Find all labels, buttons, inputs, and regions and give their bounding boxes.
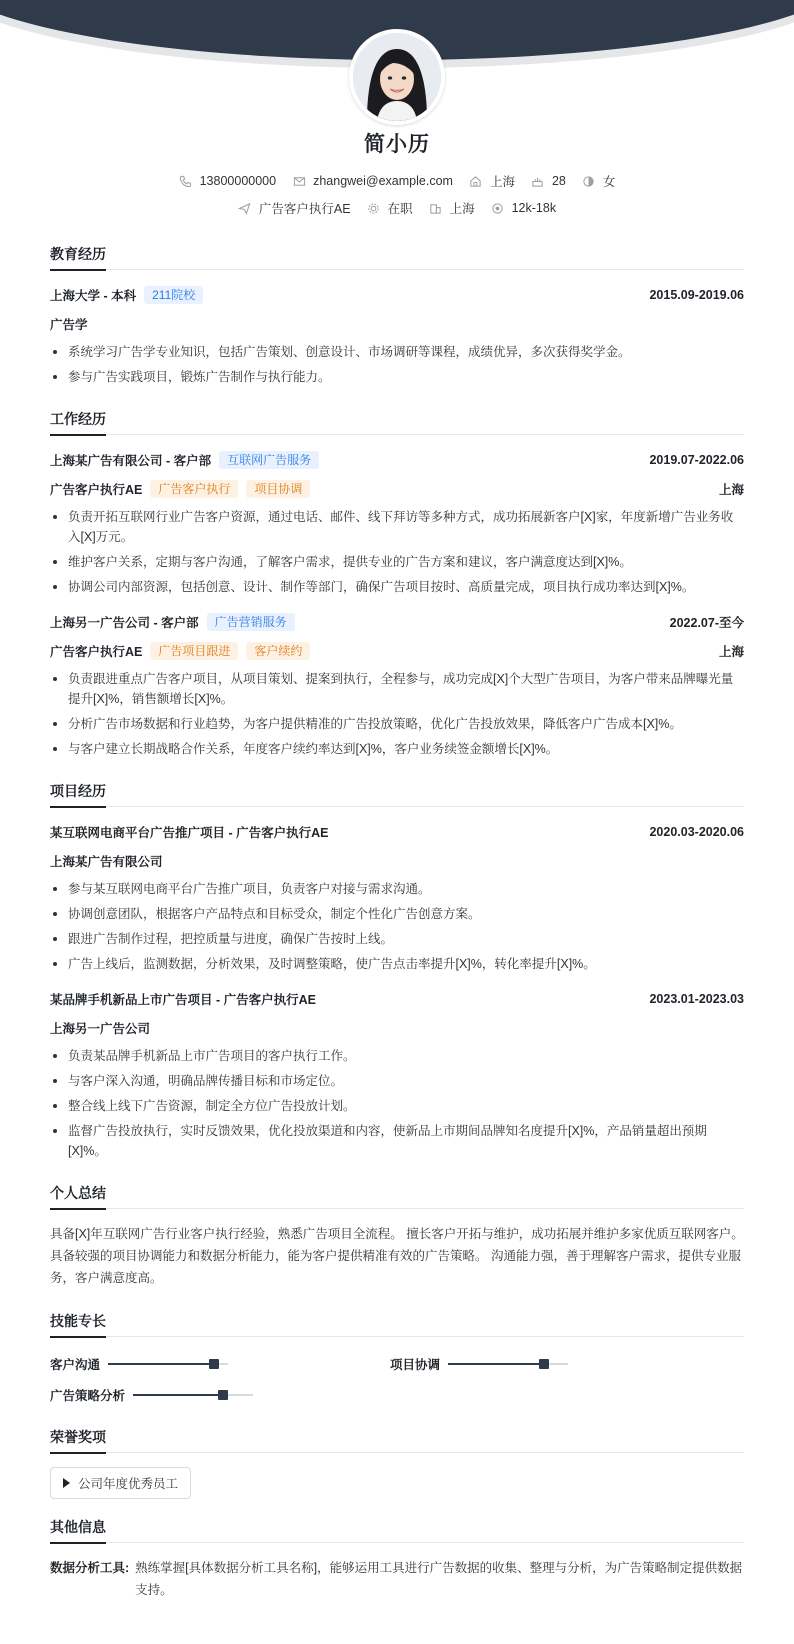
education-period: 2015.09-2019.06	[649, 288, 744, 302]
major: 广告学	[50, 318, 88, 332]
skill-bar	[448, 1363, 568, 1365]
age-text: 28	[551, 174, 566, 188]
gender-text: 女	[602, 175, 616, 189]
list-item: 监督广告投放执行，实时反馈效果，优化投放渠道和内容，使新品上市期间品牌知名度提升[X]%，产品销量超出预期[X]%。	[50, 1121, 744, 1161]
work-header-2	[50, 611, 744, 633]
phone-icon	[179, 174, 193, 188]
school-tag: 211院校	[144, 286, 203, 304]
skill-handle	[539, 1359, 549, 1369]
target-position-item	[238, 199, 351, 217]
city-text: 上海	[489, 175, 515, 189]
position-row-2	[50, 640, 744, 662]
work-bullets-2	[50, 669, 744, 759]
skill-item	[390, 1351, 730, 1377]
project-name: 某互联网电商平台广告推广项目 - 广告客户执行AE	[50, 826, 329, 840]
project-title-text: 项目经历	[50, 781, 106, 808]
education-title	[50, 244, 744, 270]
salary-text: 12k-18k	[511, 201, 557, 215]
work-period: 2022.07-至今	[669, 616, 744, 630]
contact-row	[0, 172, 794, 190]
salary-item	[491, 201, 556, 215]
list-item: 与客户深入沟通，明确品牌传播目标和市场定位。	[50, 1071, 744, 1091]
skill-name: 项目协调	[390, 1358, 441, 1372]
skills-title-text: 技能专长	[50, 1311, 106, 1338]
position: 广告客户执行AE	[50, 645, 143, 659]
award-item	[50, 1467, 191, 1499]
list-item: 参与广告实践项目，锻炼广告制作与执行能力。	[50, 367, 744, 387]
list-item: 整合线上线下广告资源，制定全方位广告投放计划。	[50, 1096, 744, 1116]
skill-item	[50, 1382, 390, 1408]
mail-icon	[292, 174, 306, 188]
gender-item	[582, 172, 616, 190]
list-item: 协调创意团队，根据客户产品特点和目标受众，制定个性化广告创意方案。	[50, 904, 744, 924]
summary-title-text: 个人总结	[50, 1183, 106, 1210]
list-item: 分析广告市场数据和行业趋势，为客户提供精准的广告投放策略，优化广告投放效果，降低客户广告成本[X]%。	[50, 714, 744, 734]
work-header-1	[50, 449, 744, 471]
phone-text: 13800000000	[199, 174, 277, 188]
skill-name: 客户沟通	[50, 1358, 101, 1372]
project-period: 2023.01-2023.03	[649, 992, 744, 1006]
list-item: 与客户建立长期战略合作关系，年度客户续约率达到[X]%，客户业务续签金额增长[X]%。	[50, 739, 744, 759]
status-text: 在职	[387, 202, 413, 216]
list-item: 广告上线后，监测数据，分析效果，及时调整策略，使广告点击率提升[X]%，转化率提升[X]%。	[50, 954, 744, 974]
list-item: 协调公司内部资源，包括创意、设计、制作等部门，确保广告项目按时、高质量完成，项目执行成功率达到[X]%。	[50, 577, 744, 597]
position: 广告客户执行AE	[50, 483, 143, 497]
status-icon	[367, 201, 381, 215]
skill-tag: 客户续约	[246, 642, 310, 660]
list-item: 系统学习广告学专业知识，包括广告策划、创意设计、市场调研等课程，成绩优异，多次获得奖学金。	[50, 342, 744, 362]
awards-title	[50, 1427, 744, 1453]
project-section	[50, 781, 744, 1161]
summary-section	[50, 1183, 744, 1289]
age-item	[531, 174, 566, 188]
skill-handle	[209, 1359, 219, 1369]
target-position-text: 广告客户执行AE	[258, 202, 351, 216]
project-company: 上海某广告有限公司	[50, 855, 163, 869]
company-name: 上海某广告有限公司 - 客户部	[50, 454, 212, 468]
award-name: 公司年度优秀员工	[78, 1477, 179, 1491]
cake-icon	[531, 174, 545, 188]
skill-item	[50, 1351, 390, 1377]
gender-icon	[582, 174, 596, 188]
list-item: 负责某品牌手机新品上市广告项目的客户执行工作。	[50, 1046, 744, 1066]
skill-tag: 广告客户执行	[150, 480, 238, 498]
resume-body	[50, 244, 744, 1623]
intention-row	[0, 199, 794, 217]
list-item: 跟进广告制作过程，把控质量与进度，确保广告按时上线。	[50, 929, 744, 949]
home-icon	[469, 174, 483, 188]
summary-text: 具备[X]年互联网广告行业客户执行经验，熟悉广告项目全流程。 擅长客户开拓与维护，成功拓展并维护多家优质互联网客户。 具备较强的项目协调能力和数据分析能力，能为客户提供精准有效的广告策略。 沟通能力强，善于理解客户需求，提供专业服务，客户满意度高。	[50, 1227, 744, 1285]
work-period: 2019.07-2022.06	[649, 453, 744, 467]
skill-tag: 广告项目跟进	[150, 642, 238, 660]
project-company-row-2	[50, 1017, 744, 1039]
skill-fill	[133, 1394, 223, 1396]
work-location: 上海	[718, 483, 744, 497]
major-row	[50, 313, 744, 335]
email-item	[292, 174, 453, 188]
skills-title	[50, 1311, 744, 1337]
skill-name: 广告策略分析	[50, 1389, 126, 1403]
skill-handle	[218, 1390, 228, 1400]
skill-bar	[108, 1363, 228, 1365]
industry-tag: 广告营销服务	[207, 613, 295, 631]
position-row-1	[50, 478, 744, 500]
skill-tag: 项目协调	[246, 480, 310, 498]
list-item: 参与某互联网电商平台广告推广项目，负责客户对接与需求沟通。	[50, 879, 744, 899]
coin-icon	[491, 201, 505, 215]
project-company: 上海另一广告公司	[50, 1022, 151, 1036]
project-header-2	[50, 988, 744, 1010]
school-name: 上海大学 - 本科	[50, 289, 137, 303]
project-company-row-1	[50, 850, 744, 872]
summary-title	[50, 1183, 744, 1209]
industry-tag: 互联网广告服务	[219, 451, 319, 469]
avatar	[349, 29, 445, 125]
other-title	[50, 1517, 744, 1543]
education-section	[50, 244, 744, 387]
work-title-text: 工作经历	[50, 409, 106, 436]
target-city-text: 上海	[449, 202, 475, 216]
awards-title-text: 荣誉奖项	[50, 1427, 106, 1454]
email-text: zhangwei@example.com	[313, 174, 453, 188]
work-location: 上海	[718, 645, 744, 659]
skill-bar	[133, 1394, 253, 1396]
list-item: 维护客户关系，定期与客户沟通，了解客户需求，提供专业的广告方案和建议，客户满意度达到[X]%。	[50, 552, 744, 572]
work-bullets-1	[50, 507, 744, 597]
education-header	[50, 284, 744, 306]
other-text: 熟练掌握[具体数据分析工具名称]，能够运用工具进行广告数据的收集、整理与分析，为广告策略制定提供数据支持。	[135, 1561, 743, 1597]
skill-fill	[448, 1363, 544, 1365]
project-header-1	[50, 821, 744, 843]
list-item: 负责跟进重点广告客户项目，从项目策划、提案到执行，全程参与，成功完成[X]个大型广告项目，为客户带来品牌曝光量提升[X]%，销售额增长[X]%。	[50, 669, 744, 709]
city-item	[469, 172, 515, 190]
project-bullets-2	[50, 1046, 744, 1161]
other-title-text: 其他信息	[50, 1517, 106, 1544]
list-item: 负责开拓互联网行业广告客户资源，通过电话、邮件、线下拜访等多种方式，成功拓展新客户[X]家，年度新增广告业务收入[X]万元。	[50, 507, 744, 547]
other-label: 数据分析工具:	[50, 1561, 130, 1575]
send-icon	[238, 201, 252, 215]
phone-item	[179, 174, 276, 188]
education-bullets	[50, 342, 744, 387]
education-title-text: 教育经历	[50, 244, 106, 271]
project-period: 2020.03-2020.06	[649, 825, 744, 839]
status-item	[367, 199, 413, 217]
skills-section	[50, 1311, 744, 1413]
building-icon	[429, 201, 443, 215]
other-info-row	[50, 1557, 744, 1601]
project-bullets-1	[50, 879, 744, 974]
skills-list	[50, 1351, 744, 1413]
play-icon	[63, 1478, 70, 1488]
candidate-name: 简小历	[364, 133, 430, 156]
work-section	[50, 409, 744, 759]
work-title	[50, 409, 744, 435]
skill-fill	[108, 1363, 214, 1365]
awards-section	[50, 1427, 744, 1499]
project-name: 某品牌手机新品上市广告项目 - 广告客户执行AE	[50, 993, 316, 1007]
project-title	[50, 781, 744, 807]
company-name: 上海另一广告公司 - 客户部	[50, 616, 199, 630]
target-city-item	[429, 199, 475, 217]
other-section	[50, 1517, 744, 1601]
